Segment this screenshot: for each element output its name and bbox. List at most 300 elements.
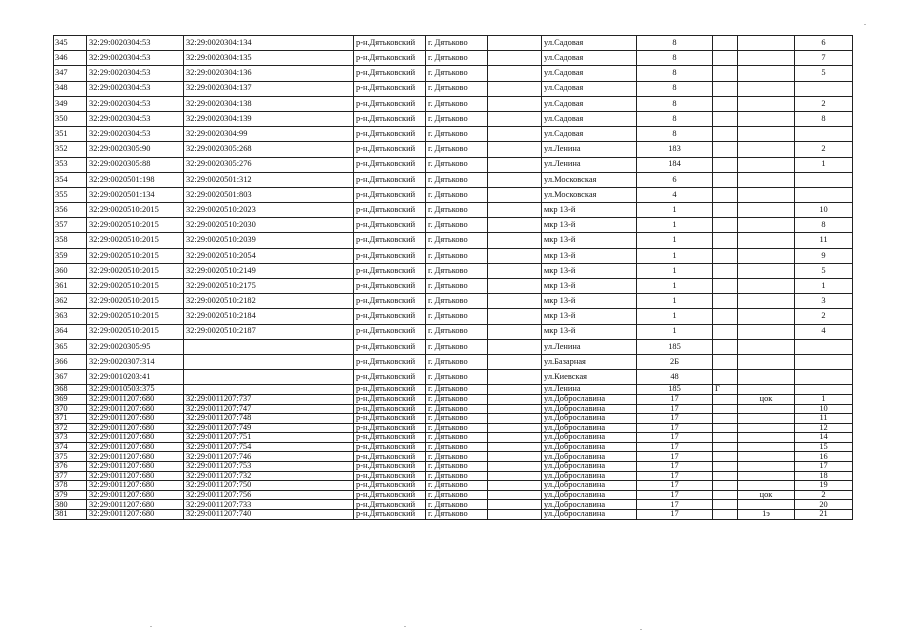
blank-cell xyxy=(488,423,542,433)
city-cell: г. Дятьково xyxy=(426,414,488,424)
blank-cell xyxy=(488,462,542,472)
street-cell: мкр 13-й xyxy=(542,279,637,294)
city-cell: г. Дятьково xyxy=(426,442,488,452)
district-cell: р-н.Дятьковский xyxy=(354,233,426,248)
cadastral-number: 32:29:0020304:99 xyxy=(184,127,354,142)
row-number: 352 xyxy=(54,142,87,157)
row-number: 375 xyxy=(54,452,87,462)
house-number: 17 xyxy=(637,423,713,433)
parent-cadastral-number: 32:29:0020510:2015 xyxy=(87,324,184,339)
cadastral-number xyxy=(184,339,354,354)
parent-cadastral-number: 32:29:0011207:680 xyxy=(87,433,184,443)
building-letter xyxy=(713,248,738,263)
district-cell: р-н.Дятьковский xyxy=(354,442,426,452)
blank-cell xyxy=(488,294,542,309)
apartment-number xyxy=(795,385,853,395)
blank-cell xyxy=(488,452,542,462)
blank-cell xyxy=(488,157,542,172)
parent-cadastral-number: 32:29:0020305:88 xyxy=(87,157,184,172)
apartment-number xyxy=(795,370,853,385)
street-cell: ул.Доброславина xyxy=(542,500,637,510)
city-cell: г. Дятьково xyxy=(426,385,488,395)
apartment-number: 17 xyxy=(795,462,853,472)
floor-note xyxy=(738,500,795,510)
house-number: 1 xyxy=(637,263,713,278)
cadastral-number: 32:29:0020304:136 xyxy=(184,66,354,81)
cadastral-number: 32:29:0020304:137 xyxy=(184,81,354,96)
parent-cadastral-number: 32:29:0020304:53 xyxy=(87,51,184,66)
parent-cadastral-number: 32:29:0011207:680 xyxy=(87,481,184,491)
city-cell: г. Дятьково xyxy=(426,404,488,414)
street-cell: ул.Садовая xyxy=(542,127,637,142)
district-cell: р-н.Дятьковский xyxy=(354,370,426,385)
floor-note xyxy=(738,218,795,233)
blank-cell xyxy=(488,218,542,233)
floor-note xyxy=(738,233,795,248)
parent-cadastral-number: 32:29:0011207:680 xyxy=(87,471,184,481)
district-cell: р-н.Дятьковский xyxy=(354,218,426,233)
floor-note xyxy=(738,81,795,96)
apartment-number: 2 xyxy=(795,96,853,111)
street-cell: ул.Садовая xyxy=(542,51,637,66)
table-row xyxy=(54,66,853,81)
street-cell: мкр 13-й xyxy=(542,324,637,339)
blank-cell xyxy=(488,442,542,452)
cadastral-number: 32:29:0020304:134 xyxy=(184,36,354,51)
city-cell: г. Дятьково xyxy=(426,452,488,462)
table-row xyxy=(54,510,853,520)
cadastral-number: 32:29:0011207:740 xyxy=(184,510,354,520)
cadastral-number: 32:29:0011207:756 xyxy=(184,490,354,500)
table-row xyxy=(54,111,853,126)
district-cell: р-н.Дятьковский xyxy=(354,339,426,354)
apartment-number: 9 xyxy=(795,248,853,263)
table-row xyxy=(54,309,853,324)
floor-note: цок xyxy=(738,394,795,404)
scan-speck xyxy=(404,626,406,627)
street-cell: ул.Садовая xyxy=(542,36,637,51)
floor-note xyxy=(738,203,795,218)
street-cell: мкр 13-й xyxy=(542,309,637,324)
building-letter xyxy=(713,414,738,424)
table-row xyxy=(54,51,853,66)
table-row xyxy=(54,385,853,395)
apartment-number: 2 xyxy=(795,309,853,324)
city-cell: г. Дятьково xyxy=(426,248,488,263)
parent-cadastral-number: 32:29:0010503:375 xyxy=(87,385,184,395)
house-number: 8 xyxy=(637,51,713,66)
blank-cell xyxy=(488,404,542,414)
cadastral-number: 32:29:0020510:2039 xyxy=(184,233,354,248)
apartment-number xyxy=(795,187,853,202)
building-letter xyxy=(713,500,738,510)
floor-note xyxy=(738,187,795,202)
city-cell: г. Дятьково xyxy=(426,81,488,96)
city-cell: г. Дятьково xyxy=(426,500,488,510)
table-row xyxy=(54,462,853,472)
district-cell: р-н.Дятьковский xyxy=(354,500,426,510)
floor-note xyxy=(738,423,795,433)
building-letter xyxy=(713,510,738,520)
apartment-number: 18 xyxy=(795,471,853,481)
table-row xyxy=(54,187,853,202)
table-row xyxy=(54,248,853,263)
house-number: 8 xyxy=(637,36,713,51)
cadastral-number: 32:29:0020510:2187 xyxy=(184,324,354,339)
building-letter xyxy=(713,423,738,433)
parent-cadastral-number: 32:29:0020501:198 xyxy=(87,172,184,187)
cadastral-number: 32:29:0020305:276 xyxy=(184,157,354,172)
city-cell: г. Дятьково xyxy=(426,66,488,81)
floor-note xyxy=(738,263,795,278)
cadastral-number: 32:29:0020510:2023 xyxy=(184,203,354,218)
street-cell: мкр 13-й xyxy=(542,263,637,278)
row-number: 370 xyxy=(54,404,87,414)
street-cell: ул.Ленина xyxy=(542,339,637,354)
parent-cadastral-number: 32:29:0020305:90 xyxy=(87,142,184,157)
apartment-number: 14 xyxy=(795,433,853,443)
table-row xyxy=(54,157,853,172)
parent-cadastral-number: 32:29:0020510:2015 xyxy=(87,203,184,218)
district-cell: р-н.Дятьковский xyxy=(354,471,426,481)
parent-cadastral-number: 32:29:0020305:95 xyxy=(87,339,184,354)
blank-cell xyxy=(488,36,542,51)
floor-note: 1э xyxy=(738,510,795,520)
floor-note xyxy=(738,142,795,157)
apartment-number: 12 xyxy=(795,423,853,433)
cadastral-number: 32:29:0020510:2184 xyxy=(184,309,354,324)
district-cell: р-н.Дятьковский xyxy=(354,96,426,111)
cadastral-number: 32:29:0011207:737 xyxy=(184,394,354,404)
parent-cadastral-number: 32:29:0020304:53 xyxy=(87,111,184,126)
building-letter: Г xyxy=(713,385,738,395)
street-cell: ул.Доброславина xyxy=(542,462,637,472)
house-number: 17 xyxy=(637,471,713,481)
street-cell: ул.Московская xyxy=(542,187,637,202)
parent-cadastral-number: 32:29:0020510:2015 xyxy=(87,248,184,263)
cadastral-number: 32:29:0020501:312 xyxy=(184,172,354,187)
street-cell: ул.Ленина xyxy=(542,385,637,395)
house-number: 6 xyxy=(637,172,713,187)
building-letter xyxy=(713,490,738,500)
floor-note xyxy=(738,481,795,491)
house-number: 17 xyxy=(637,500,713,510)
cadastral-number xyxy=(184,354,354,369)
cadastral-number: 32:29:0020510:2175 xyxy=(184,279,354,294)
district-cell: р-н.Дятьковский xyxy=(354,279,426,294)
row-number: 372 xyxy=(54,423,87,433)
district-cell: р-н.Дятьковский xyxy=(354,385,426,395)
street-cell: ул.Доброславина xyxy=(542,510,637,520)
building-letter xyxy=(713,354,738,369)
house-number: 1 xyxy=(637,203,713,218)
row-number: 365 xyxy=(54,339,87,354)
parent-cadastral-number: 32:29:0010203:41 xyxy=(87,370,184,385)
building-letter xyxy=(713,66,738,81)
building-letter xyxy=(713,309,738,324)
row-number: 381 xyxy=(54,510,87,520)
cadastral-number: 32:29:0011207:732 xyxy=(184,471,354,481)
blank-cell xyxy=(488,354,542,369)
district-cell: р-н.Дятьковский xyxy=(354,127,426,142)
row-number: 355 xyxy=(54,187,87,202)
row-number: 378 xyxy=(54,481,87,491)
house-number: 1 xyxy=(637,248,713,263)
parent-cadastral-number: 32:29:0020510:2015 xyxy=(87,233,184,248)
parent-cadastral-number: 32:29:0011207:680 xyxy=(87,414,184,424)
parent-cadastral-number: 32:29:0011207:680 xyxy=(87,442,184,452)
cadastral-number: 32:29:0020510:2149 xyxy=(184,263,354,278)
city-cell: г. Дятьково xyxy=(426,462,488,472)
parent-cadastral-number: 32:29:0020501:134 xyxy=(87,187,184,202)
parent-cadastral-number: 32:29:0020510:2015 xyxy=(87,263,184,278)
parent-cadastral-number: 32:29:0011207:680 xyxy=(87,490,184,500)
district-cell: р-н.Дятьковский xyxy=(354,66,426,81)
parent-cadastral-number: 32:29:0011207:680 xyxy=(87,394,184,404)
cadastral-number: 32:29:0011207:746 xyxy=(184,452,354,462)
parent-cadastral-number: 32:29:0020304:53 xyxy=(87,96,184,111)
table-row xyxy=(54,414,853,424)
row-number: 356 xyxy=(54,203,87,218)
blank-cell xyxy=(488,127,542,142)
city-cell: г. Дятьково xyxy=(426,172,488,187)
table-row xyxy=(54,339,853,354)
cadastral-number: 32:29:0011207:749 xyxy=(184,423,354,433)
building-letter xyxy=(713,233,738,248)
building-letter xyxy=(713,81,738,96)
blank-cell xyxy=(488,203,542,218)
house-number: 184 xyxy=(637,157,713,172)
street-cell: ул.Доброславина xyxy=(542,414,637,424)
apartment-number: 5 xyxy=(795,66,853,81)
parent-cadastral-number: 32:29:0020510:2015 xyxy=(87,218,184,233)
apartment-number: 21 xyxy=(795,510,853,520)
table-row xyxy=(54,263,853,278)
apartment-number: 15 xyxy=(795,442,853,452)
building-letter xyxy=(713,433,738,443)
building-letter xyxy=(713,127,738,142)
cadastral-number: 32:29:0020304:139 xyxy=(184,111,354,126)
street-cell: мкр 13-й xyxy=(542,248,637,263)
district-cell: р-н.Дятьковский xyxy=(354,423,426,433)
table-row xyxy=(54,203,853,218)
floor-note xyxy=(738,157,795,172)
city-cell: г. Дятьково xyxy=(426,111,488,126)
row-number: 371 xyxy=(54,414,87,424)
house-number: 1 xyxy=(637,233,713,248)
row-number: 358 xyxy=(54,233,87,248)
apartment-number: 1 xyxy=(795,394,853,404)
floor-note xyxy=(738,51,795,66)
cadastral-number: 32:29:0020304:138 xyxy=(184,96,354,111)
row-number: 354 xyxy=(54,172,87,187)
building-letter xyxy=(713,96,738,111)
apartment-number: 5 xyxy=(795,263,853,278)
street-cell: ул.Садовая xyxy=(542,111,637,126)
floor-note xyxy=(738,433,795,443)
district-cell: р-н.Дятьковский xyxy=(354,172,426,187)
street-cell: мкр 13-й xyxy=(542,233,637,248)
house-number: 185 xyxy=(637,339,713,354)
row-number: 351 xyxy=(54,127,87,142)
blank-cell xyxy=(488,490,542,500)
house-number: 17 xyxy=(637,442,713,452)
row-number: 374 xyxy=(54,442,87,452)
house-number: 17 xyxy=(637,481,713,491)
blank-cell xyxy=(488,433,542,443)
table-row xyxy=(54,423,853,433)
building-letter xyxy=(713,452,738,462)
city-cell: г. Дятьково xyxy=(426,423,488,433)
floor-note xyxy=(738,404,795,414)
district-cell: р-н.Дятьковский xyxy=(354,324,426,339)
parent-cadastral-number: 32:29:0011207:680 xyxy=(87,462,184,472)
city-cell: г. Дятьково xyxy=(426,339,488,354)
row-number: 357 xyxy=(54,218,87,233)
district-cell: р-н.Дятьковский xyxy=(354,394,426,404)
blank-cell xyxy=(488,142,542,157)
cadastral-number: 32:29:0011207:753 xyxy=(184,462,354,472)
house-number: 17 xyxy=(637,414,713,424)
apartment-number xyxy=(795,172,853,187)
table-row xyxy=(54,81,853,96)
district-cell: р-н.Дятьковский xyxy=(354,490,426,500)
house-number: 1 xyxy=(637,309,713,324)
blank-cell xyxy=(488,111,542,126)
row-number: 369 xyxy=(54,394,87,404)
street-cell: ул.Доброславина xyxy=(542,394,637,404)
house-number: 17 xyxy=(637,452,713,462)
blank-cell xyxy=(488,81,542,96)
building-letter xyxy=(713,339,738,354)
city-cell: г. Дятьково xyxy=(426,233,488,248)
blank-cell xyxy=(488,510,542,520)
blank-cell xyxy=(488,233,542,248)
apartment-number xyxy=(795,81,853,96)
blank-cell xyxy=(488,339,542,354)
blank-cell xyxy=(488,279,542,294)
city-cell: г. Дятьково xyxy=(426,481,488,491)
table-row xyxy=(54,233,853,248)
city-cell: г. Дятьково xyxy=(426,324,488,339)
apartment-number: 8 xyxy=(795,218,853,233)
city-cell: г. Дятьково xyxy=(426,203,488,218)
city-cell: г. Дятьково xyxy=(426,218,488,233)
building-letter xyxy=(713,404,738,414)
city-cell: г. Дятьково xyxy=(426,127,488,142)
apartment-number: 11 xyxy=(795,233,853,248)
building-letter xyxy=(713,263,738,278)
city-cell: г. Дятьково xyxy=(426,370,488,385)
apartment-number: 10 xyxy=(795,203,853,218)
row-number: 353 xyxy=(54,157,87,172)
apartment-number: 1 xyxy=(795,279,853,294)
scan-speck xyxy=(150,626,152,627)
cadastral-number: 32:29:0011207:754 xyxy=(184,442,354,452)
city-cell: г. Дятьково xyxy=(426,263,488,278)
apartment-number: 7 xyxy=(795,51,853,66)
cadastral-number xyxy=(184,370,354,385)
table-row xyxy=(54,127,853,142)
street-cell: ул.Садовая xyxy=(542,96,637,111)
district-cell: р-н.Дятьковский xyxy=(354,36,426,51)
house-number: 183 xyxy=(637,142,713,157)
row-number: 361 xyxy=(54,279,87,294)
house-number: 8 xyxy=(637,66,713,81)
row-number: 345 xyxy=(54,36,87,51)
parent-cadastral-number: 32:29:0020304:53 xyxy=(87,36,184,51)
row-number: 380 xyxy=(54,500,87,510)
table-row xyxy=(54,500,853,510)
building-letter xyxy=(713,36,738,51)
house-number: 8 xyxy=(637,111,713,126)
floor-note xyxy=(738,127,795,142)
house-number: 8 xyxy=(637,81,713,96)
table-row xyxy=(54,370,853,385)
row-number: 346 xyxy=(54,51,87,66)
blank-cell xyxy=(488,248,542,263)
house-number: 4 xyxy=(637,187,713,202)
street-cell: мкр 13-й xyxy=(542,218,637,233)
row-number: 359 xyxy=(54,248,87,263)
district-cell: р-н.Дятьковский xyxy=(354,354,426,369)
street-cell: ул.Ленина xyxy=(542,157,637,172)
row-number: 373 xyxy=(54,433,87,443)
floor-note xyxy=(738,309,795,324)
row-number: 367 xyxy=(54,370,87,385)
table-row xyxy=(54,433,853,443)
blank-cell xyxy=(488,471,542,481)
street-cell: ул.Ленина xyxy=(542,142,637,157)
parent-cadastral-number: 32:29:0020510:2015 xyxy=(87,309,184,324)
city-cell: г. Дятьково xyxy=(426,142,488,157)
floor-note xyxy=(738,294,795,309)
cadastral-number: 32:29:0011207:733 xyxy=(184,500,354,510)
apartment-number: 6 xyxy=(795,36,853,51)
city-cell: г. Дятьково xyxy=(426,157,488,172)
blank-cell xyxy=(488,96,542,111)
district-cell: р-н.Дятьковский xyxy=(354,51,426,66)
building-letter xyxy=(713,394,738,404)
city-cell: г. Дятьково xyxy=(426,510,488,520)
row-number: 376 xyxy=(54,462,87,472)
street-cell: ул.Базарная xyxy=(542,354,637,369)
cadastral-number xyxy=(184,385,354,395)
floor-note xyxy=(738,248,795,263)
building-letter xyxy=(713,442,738,452)
table-row xyxy=(54,354,853,369)
house-number: 2Б xyxy=(637,354,713,369)
building-letter xyxy=(713,324,738,339)
parent-cadastral-number: 32:29:0011207:680 xyxy=(87,423,184,433)
city-cell: г. Дятьково xyxy=(426,294,488,309)
floor-note xyxy=(738,462,795,472)
street-cell: ул.Доброславина xyxy=(542,471,637,481)
city-cell: г. Дятьково xyxy=(426,354,488,369)
apartment-number: 16 xyxy=(795,452,853,462)
cadastral-number: 32:29:0020510:2054 xyxy=(184,248,354,263)
floor-note xyxy=(738,339,795,354)
city-cell: г. Дятьково xyxy=(426,433,488,443)
parent-cadastral-number: 32:29:0020304:53 xyxy=(87,81,184,96)
floor-note xyxy=(738,385,795,395)
row-number: 368 xyxy=(54,385,87,395)
row-number: 348 xyxy=(54,81,87,96)
parent-cadastral-number: 32:29:0020510:2015 xyxy=(87,279,184,294)
row-number: 349 xyxy=(54,96,87,111)
parent-cadastral-number: 32:29:0020510:2015 xyxy=(87,294,184,309)
table-row xyxy=(54,324,853,339)
